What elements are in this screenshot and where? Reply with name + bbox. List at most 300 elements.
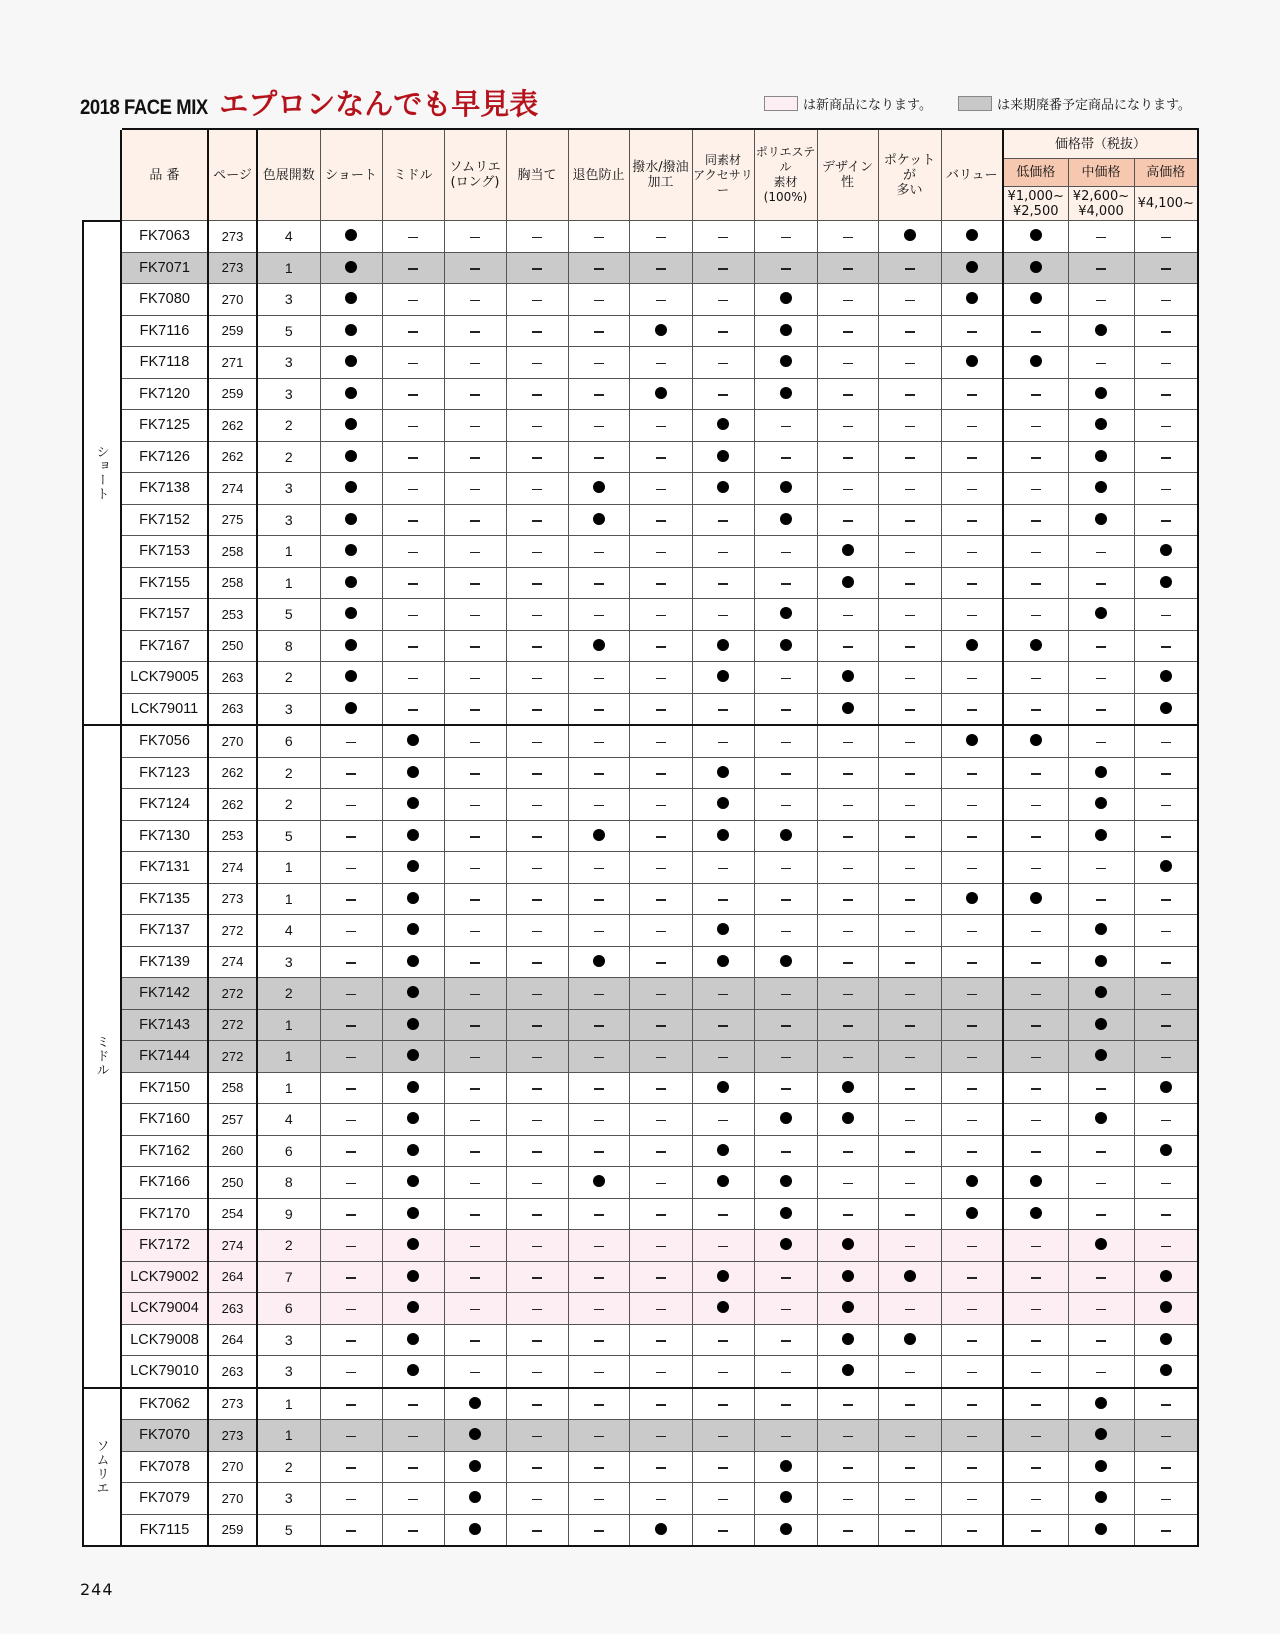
cell-repellent [629, 915, 692, 947]
no-dash-icon [470, 646, 480, 648]
yes-dot-icon [1160, 576, 1172, 588]
cell-middle [382, 1324, 444, 1356]
cell-pockets [878, 1041, 941, 1073]
cell-sommelier [444, 1230, 506, 1262]
no-dash-icon [470, 457, 480, 459]
cell-fade [568, 567, 629, 599]
cell-value [941, 693, 1003, 725]
yes-dot-icon [717, 797, 729, 809]
color-count: 1 [257, 1388, 320, 1420]
cell-repellent [629, 1324, 692, 1356]
cell-sommelier [444, 378, 506, 410]
color-count: 6 [257, 1293, 320, 1325]
cell-value [941, 473, 1003, 505]
no-dash-icon [470, 1372, 480, 1374]
cell-accessory [692, 1388, 754, 1420]
cell-high-price [1134, 946, 1198, 978]
cell-accessory [692, 915, 754, 947]
yes-dot-icon [593, 955, 605, 967]
legend-new-label: は新商品になります。 [803, 98, 932, 113]
product-code: FK7160 [121, 1104, 208, 1136]
cell-fade [568, 693, 629, 725]
cell-low-price [1003, 1041, 1068, 1073]
no-dash-icon [594, 1372, 604, 1374]
no-dash-icon [1031, 709, 1041, 711]
no-dash-icon [408, 1499, 418, 1501]
no-dash-icon [470, 868, 480, 870]
product-code: FK7167 [121, 630, 208, 662]
no-dash-icon [1031, 394, 1041, 396]
yes-dot-icon [1095, 450, 1107, 462]
no-dash-icon [967, 1057, 977, 1059]
product-code: FK7123 [121, 757, 208, 789]
cell-low-price [1003, 1167, 1068, 1199]
no-dash-icon [1096, 709, 1106, 711]
no-dash-icon [346, 836, 356, 838]
product-code: FK7143 [121, 1009, 208, 1041]
cell-value [941, 1514, 1003, 1546]
cell-middle [382, 1167, 444, 1199]
cell-fade [568, 347, 629, 379]
cell-design [817, 252, 878, 284]
cell-high-price [1134, 1483, 1198, 1515]
cell-fade [568, 1198, 629, 1230]
yes-dot-icon [1030, 261, 1042, 273]
cell-accessory [692, 1356, 754, 1388]
no-dash-icon [843, 615, 853, 617]
no-dash-icon [594, 1340, 604, 1342]
cell-low-price [1003, 1230, 1068, 1262]
no-dash-icon [346, 1372, 356, 1374]
table-row [83, 1420, 1198, 1452]
no-dash-icon [532, 1530, 542, 1532]
no-dash-icon [843, 426, 853, 428]
cell-low-price [1003, 1514, 1068, 1546]
no-dash-icon [1161, 426, 1171, 428]
no-dash-icon [905, 1246, 915, 1248]
no-dash-icon [1031, 1246, 1041, 1248]
page-title [80, 82, 538, 123]
product-code: FK7118 [121, 347, 208, 379]
no-dash-icon [843, 457, 853, 459]
cell-sommelier [444, 1388, 506, 1420]
no-dash-icon [532, 1309, 542, 1311]
cell-accessory [692, 1135, 754, 1167]
page-number-cell: 270 [208, 1451, 257, 1483]
cell-repellent [629, 1514, 692, 1546]
cell-fade [568, 504, 629, 536]
no-dash-icon [905, 994, 915, 996]
no-dash-icon [470, 773, 480, 775]
table-row [83, 946, 1198, 978]
cell-repellent [629, 725, 692, 757]
apron-table [82, 128, 1199, 1547]
no-dash-icon [1161, 268, 1171, 270]
cell-middle [382, 1104, 444, 1136]
no-dash-icon [408, 237, 418, 239]
product-code: LCK79002 [121, 1261, 208, 1293]
cell-repellent [629, 347, 692, 379]
no-dash-icon [594, 1088, 604, 1090]
no-dash-icon [532, 520, 542, 522]
no-dash-icon [470, 899, 480, 901]
cell-fade [568, 789, 629, 821]
no-dash-icon [594, 1214, 604, 1216]
cell-design [817, 1356, 878, 1388]
color-count: 3 [257, 693, 320, 725]
no-dash-icon [594, 899, 604, 901]
cell-high-price [1134, 1420, 1198, 1452]
cell-design [817, 1420, 878, 1452]
page-number-cell: 274 [208, 852, 257, 884]
color-count: 1 [257, 536, 320, 568]
cell-design [817, 630, 878, 662]
yes-dot-icon [1095, 607, 1107, 619]
yes-dot-icon [842, 576, 854, 588]
cell-middle [382, 536, 444, 568]
cell-fade [568, 284, 629, 316]
no-dash-icon [532, 331, 542, 333]
no-dash-icon [408, 646, 418, 648]
cell-short [320, 852, 382, 884]
no-dash-icon [1161, 1120, 1171, 1122]
cell-design [817, 1388, 878, 1420]
cell-sommelier [444, 1451, 506, 1483]
cell-high-price [1134, 1198, 1198, 1230]
cell-short [320, 221, 382, 253]
table-row [83, 315, 1198, 347]
no-dash-icon [718, 1499, 728, 1501]
cell-polyester [754, 1356, 817, 1388]
yes-dot-icon [407, 892, 419, 904]
cell-value [941, 1293, 1003, 1325]
no-dash-icon [718, 709, 728, 711]
cell-mid-price [1068, 410, 1134, 442]
no-dash-icon [656, 931, 666, 933]
cell-sommelier [444, 410, 506, 442]
no-dash-icon [470, 394, 480, 396]
no-dash-icon [1031, 1309, 1041, 1311]
cell-value [941, 1198, 1003, 1230]
cell-value [941, 630, 1003, 662]
header-page: ページ [208, 129, 257, 221]
table-row [83, 630, 1198, 662]
no-dash-icon [346, 1499, 356, 1501]
cell-fade [568, 473, 629, 505]
cell-bib [506, 915, 568, 947]
page-number-cell: 273 [208, 1420, 257, 1452]
cell-pockets [878, 284, 941, 316]
no-dash-icon [656, 1436, 666, 1438]
cell-repellent [629, 1198, 692, 1230]
no-dash-icon [967, 331, 977, 333]
color-count: 1 [257, 252, 320, 284]
cell-middle [382, 1198, 444, 1230]
table-row [83, 789, 1198, 821]
no-dash-icon [656, 1183, 666, 1185]
cell-value [941, 757, 1003, 789]
no-dash-icon [905, 1436, 915, 1438]
product-code: FK7071 [121, 252, 208, 284]
cell-high-price [1134, 504, 1198, 536]
no-dash-icon [532, 1499, 542, 1501]
cell-design [817, 536, 878, 568]
no-dash-icon [1031, 931, 1041, 933]
no-dash-icon [905, 1404, 915, 1406]
yes-dot-icon [655, 1523, 667, 1535]
table-row [83, 1514, 1198, 1546]
no-dash-icon [656, 363, 666, 365]
no-dash-icon [470, 552, 480, 554]
page-number-cell: 274 [208, 946, 257, 978]
no-dash-icon [470, 1214, 480, 1216]
no-dash-icon [470, 994, 480, 996]
cell-high-price [1134, 978, 1198, 1010]
table-row [83, 852, 1198, 884]
no-dash-icon [905, 962, 915, 964]
no-dash-icon [470, 300, 480, 302]
cell-value [941, 315, 1003, 347]
page-number-cell: 275 [208, 504, 257, 536]
cell-value [941, 599, 1003, 631]
product-code: FK7142 [121, 978, 208, 1010]
cell-design [817, 1230, 878, 1262]
cell-fade [568, 1167, 629, 1199]
cell-sommelier [444, 504, 506, 536]
no-dash-icon [967, 1467, 977, 1469]
yes-dot-icon [407, 860, 419, 872]
cell-middle [382, 1041, 444, 1073]
yes-dot-icon [780, 292, 792, 304]
cell-mid-price [1068, 1293, 1134, 1325]
cell-fade [568, 536, 629, 568]
no-dash-icon [532, 300, 542, 302]
cell-repellent [629, 378, 692, 410]
no-dash-icon [967, 773, 977, 775]
cell-value [941, 1324, 1003, 1356]
no-dash-icon [843, 1183, 853, 1185]
no-dash-icon [408, 1467, 418, 1469]
yes-dot-icon [345, 261, 357, 273]
cell-fade [568, 1451, 629, 1483]
table-row [83, 473, 1198, 505]
table-row [83, 1009, 1198, 1041]
cell-mid-price [1068, 1072, 1134, 1104]
yes-dot-icon [407, 797, 419, 809]
no-dash-icon [1031, 552, 1041, 554]
cell-repellent [629, 1104, 692, 1136]
cell-bib [506, 820, 568, 852]
no-dash-icon [1096, 1151, 1106, 1153]
cell-fade [568, 1135, 629, 1167]
cell-repellent [629, 473, 692, 505]
cell-design [817, 1483, 878, 1515]
no-dash-icon [905, 1057, 915, 1059]
yes-dot-icon [469, 1523, 481, 1535]
no-dash-icon [470, 1025, 480, 1027]
cell-design [817, 1293, 878, 1325]
cell-bib [506, 757, 568, 789]
cell-polyester [754, 789, 817, 821]
cell-polyester [754, 662, 817, 694]
yes-dot-icon [345, 670, 357, 682]
cell-bib [506, 1135, 568, 1167]
no-dash-icon [1031, 1404, 1041, 1406]
cell-short [320, 315, 382, 347]
yes-dot-icon [780, 324, 792, 336]
yes-dot-icon [1160, 1144, 1172, 1156]
no-dash-icon [905, 709, 915, 711]
yes-dot-icon [407, 734, 419, 746]
color-count: 3 [257, 504, 320, 536]
cell-value [941, 883, 1003, 915]
no-dash-icon [1161, 962, 1171, 964]
no-dash-icon [1031, 805, 1041, 807]
yes-dot-icon [780, 1112, 792, 1124]
cell-low-price [1003, 221, 1068, 253]
no-dash-icon [1161, 931, 1171, 933]
cell-high-price [1134, 1293, 1198, 1325]
yes-dot-icon [842, 670, 854, 682]
page-number-cell: 257 [208, 1104, 257, 1136]
cell-middle [382, 725, 444, 757]
cell-low-price [1003, 883, 1068, 915]
cell-pockets [878, 1135, 941, 1167]
cell-repellent [629, 504, 692, 536]
cell-mid-price [1068, 1514, 1134, 1546]
cell-bib [506, 473, 568, 505]
cell-repellent [629, 1041, 692, 1073]
cell-design [817, 1261, 878, 1293]
no-dash-icon [781, 552, 791, 554]
yes-dot-icon [780, 1175, 792, 1187]
no-dash-icon [843, 1499, 853, 1501]
page-number-cell: 259 [208, 315, 257, 347]
yes-dot-icon [1030, 1207, 1042, 1219]
header-price-band: 価格帯（税抜） [1003, 129, 1198, 159]
cell-mid-price [1068, 883, 1134, 915]
cell-middle [382, 978, 444, 1010]
yes-dot-icon [1160, 860, 1172, 872]
header-pockets: ポケットが 多い [878, 129, 941, 221]
yes-dot-icon [1095, 481, 1107, 493]
no-dash-icon [346, 962, 356, 964]
no-dash-icon [1161, 520, 1171, 522]
cell-middle [382, 630, 444, 662]
cell-accessory [692, 504, 754, 536]
cell-fade [568, 1356, 629, 1388]
no-dash-icon [1031, 1436, 1041, 1438]
cell-middle [382, 883, 444, 915]
cell-middle [382, 946, 444, 978]
cell-pockets [878, 347, 941, 379]
cell-fade [568, 1009, 629, 1041]
cell-low-price [1003, 1293, 1068, 1325]
cell-polyester [754, 1104, 817, 1136]
cell-middle [382, 1483, 444, 1515]
cell-short [320, 757, 382, 789]
cell-accessory [692, 441, 754, 473]
cell-accessory [692, 725, 754, 757]
yes-dot-icon [780, 607, 792, 619]
cell-high-price [1134, 662, 1198, 694]
no-dash-icon [905, 1120, 915, 1122]
no-dash-icon [718, 1467, 728, 1469]
header-short: ショート [320, 129, 382, 221]
cell-mid-price [1068, 693, 1134, 725]
cell-design [817, 1198, 878, 1230]
no-dash-icon [967, 1436, 977, 1438]
yes-dot-icon [966, 892, 978, 904]
table-row [83, 1451, 1198, 1483]
no-dash-icon [967, 1088, 977, 1090]
yes-dot-icon [842, 544, 854, 556]
yes-dot-icon [717, 670, 729, 682]
cell-middle [382, 1135, 444, 1167]
yes-dot-icon [1030, 292, 1042, 304]
yes-dot-icon [407, 923, 419, 935]
cell-pockets [878, 1451, 941, 1483]
cell-bib [506, 789, 568, 821]
cell-mid-price [1068, 725, 1134, 757]
color-count: 2 [257, 789, 320, 821]
product-code: FK7144 [121, 1041, 208, 1073]
cell-short [320, 946, 382, 978]
cell-polyester [754, 1451, 817, 1483]
cell-value [941, 946, 1003, 978]
cell-value [941, 1483, 1003, 1515]
no-dash-icon [532, 931, 542, 933]
no-dash-icon [656, 615, 666, 617]
no-dash-icon [905, 931, 915, 933]
cell-low-price [1003, 1324, 1068, 1356]
page-number-cell: 263 [208, 1356, 257, 1388]
cell-low-price [1003, 1483, 1068, 1515]
no-dash-icon [718, 899, 728, 901]
cell-short [320, 1261, 382, 1293]
no-dash-icon [843, 1025, 853, 1027]
no-dash-icon [1031, 1467, 1041, 1469]
cell-design [817, 915, 878, 947]
product-code: FK7080 [121, 284, 208, 316]
cell-low-price [1003, 473, 1068, 505]
cell-fade [568, 252, 629, 284]
no-dash-icon [718, 363, 728, 365]
cell-low-price [1003, 504, 1068, 536]
cell-value [941, 1388, 1003, 1420]
cell-accessory [692, 221, 754, 253]
cell-mid-price [1068, 1451, 1134, 1483]
cell-repellent [629, 978, 692, 1010]
cell-bib [506, 662, 568, 694]
no-dash-icon [656, 520, 666, 522]
cell-pockets [878, 662, 941, 694]
cell-polyester [754, 915, 817, 947]
no-dash-icon [967, 1120, 977, 1122]
no-dash-icon [967, 994, 977, 996]
cell-design [817, 1104, 878, 1136]
yes-dot-icon [717, 481, 729, 493]
table-row [83, 1388, 1198, 1420]
yes-dot-icon [345, 418, 357, 430]
no-dash-icon [532, 457, 542, 459]
cell-middle [382, 693, 444, 725]
product-code: FK7135 [121, 883, 208, 915]
no-dash-icon [1161, 899, 1171, 901]
cell-low-price [1003, 315, 1068, 347]
cell-fade [568, 757, 629, 789]
cell-low-price [1003, 1072, 1068, 1104]
